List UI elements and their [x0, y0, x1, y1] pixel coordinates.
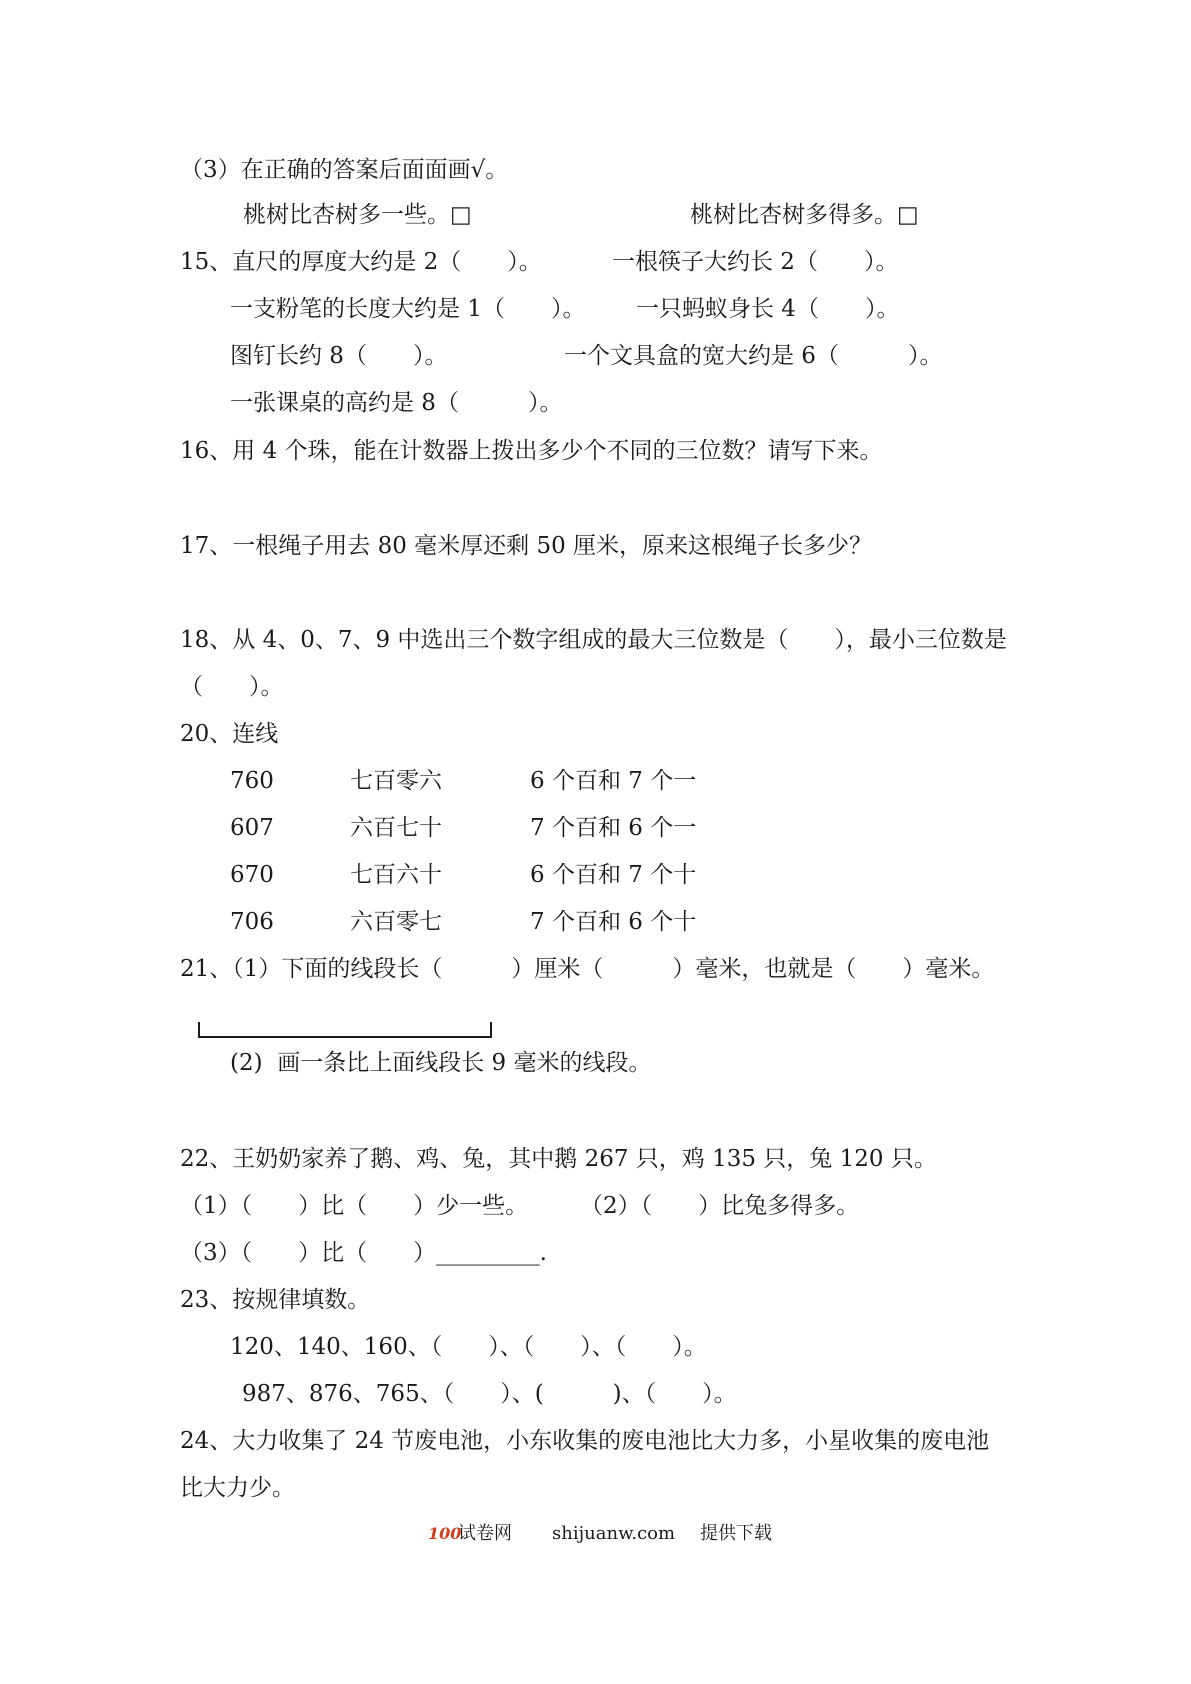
page-footer — [0, 1519, 1191, 1549]
site-name: 试卷网 — [458, 1523, 512, 1544]
q15-desk: 一张课桌的高约是 8（ ）。 — [230, 390, 563, 416]
q17: 17、一根绳子用去 80 毫米厚还剩 50 厘米，原来这根绳子长多少？ — [180, 533, 873, 559]
match-number: 607 — [230, 815, 274, 841]
q14-sub3: （3）在正确的答案后面面画√。 — [180, 157, 509, 183]
match-number: 706 — [230, 909, 274, 935]
q16: 16、用 4 个珠，能在计数器上拨出多少个不同的三位数？请写下来。 — [180, 438, 883, 464]
match-place: 6 个百和 7 个十 — [530, 862, 697, 888]
match-place: 6 个百和 7 个一 — [530, 768, 697, 794]
q22-sub2: （2）（ ）比兔多得多。 — [580, 1193, 860, 1219]
q18-line2: （ ）。 — [180, 674, 284, 700]
match-word: 七百六十 — [350, 862, 442, 888]
match-word: 六百零七 — [350, 909, 442, 935]
match-number: 760 — [230, 768, 274, 794]
q24-line1: 24、大力收集了 24 节废电池，小东收集的废电池比大力多，小星收集的废电池 — [180, 1428, 990, 1454]
q21-sub1: 21、（1）下面的线段长（ ）厘米（ ）毫米，也就是（ ）毫米。 — [180, 956, 995, 982]
match-word: 七百零六 — [350, 768, 442, 794]
q23-seq2: 987、876、765、（ ）、( )、（ ）。 — [242, 1381, 737, 1407]
q15-chalk: 一支粉笔的长度大约是 1（ ）。 — [230, 296, 586, 322]
q22-sub3: （3）（ ）比（ ）_________. — [180, 1240, 547, 1266]
line-segment-figure — [198, 1022, 492, 1038]
q15-ruler: 15、直尺的厚度大约是 2（ ）。 — [180, 249, 542, 275]
q22-sub1: （1）（ ）比（ ）少一些。 — [180, 1193, 529, 1219]
q22: 22、王奶奶家养了鹅、鸡、兔，其中鹅 267 只，鸡 135 只，兔 120 只。 — [180, 1146, 937, 1172]
q18-line1: 18、从 4、0、7、9 中选出三个数字组成的最大三位数是（ ），最小三位数是 — [180, 627, 1007, 653]
match-place: 7 个百和 6 个一 — [530, 815, 697, 841]
q14-option-a: 桃树比杏树多一些。□ — [243, 202, 472, 228]
q15-pin: 图钉长约 8（ ）。 — [230, 343, 448, 369]
match-number: 670 — [230, 862, 274, 888]
site-logo: 100 — [428, 1524, 462, 1543]
q20-title: 20、连线 — [180, 721, 279, 747]
site-url: shijuanw.com — [552, 1523, 676, 1544]
q14-option-b: 桃树比杏树多得多。□ — [690, 202, 919, 228]
q23-seq1: 120、140、160、（ ）、（ ）、（ ）。 — [230, 1334, 707, 1360]
download-note: 提供下载 — [700, 1523, 772, 1544]
q21-sub2: (2) 画一条比上面线段长 9 毫米的线段。 — [230, 1050, 652, 1076]
q15-ant: 一只蚂蚁身长 4（ ）。 — [636, 296, 900, 322]
q15-chopsticks: 一根筷子大约长 2（ ）。 — [612, 249, 899, 275]
q24-line2: 比大力少。 — [180, 1475, 295, 1501]
match-place: 7 个百和 6 个十 — [530, 909, 697, 935]
q23: 23、按规律填数。 — [180, 1287, 371, 1313]
q15-pencil-box: 一个文具盒的宽大约是 6（ ）。 — [564, 343, 943, 369]
match-word: 六百七十 — [350, 815, 442, 841]
